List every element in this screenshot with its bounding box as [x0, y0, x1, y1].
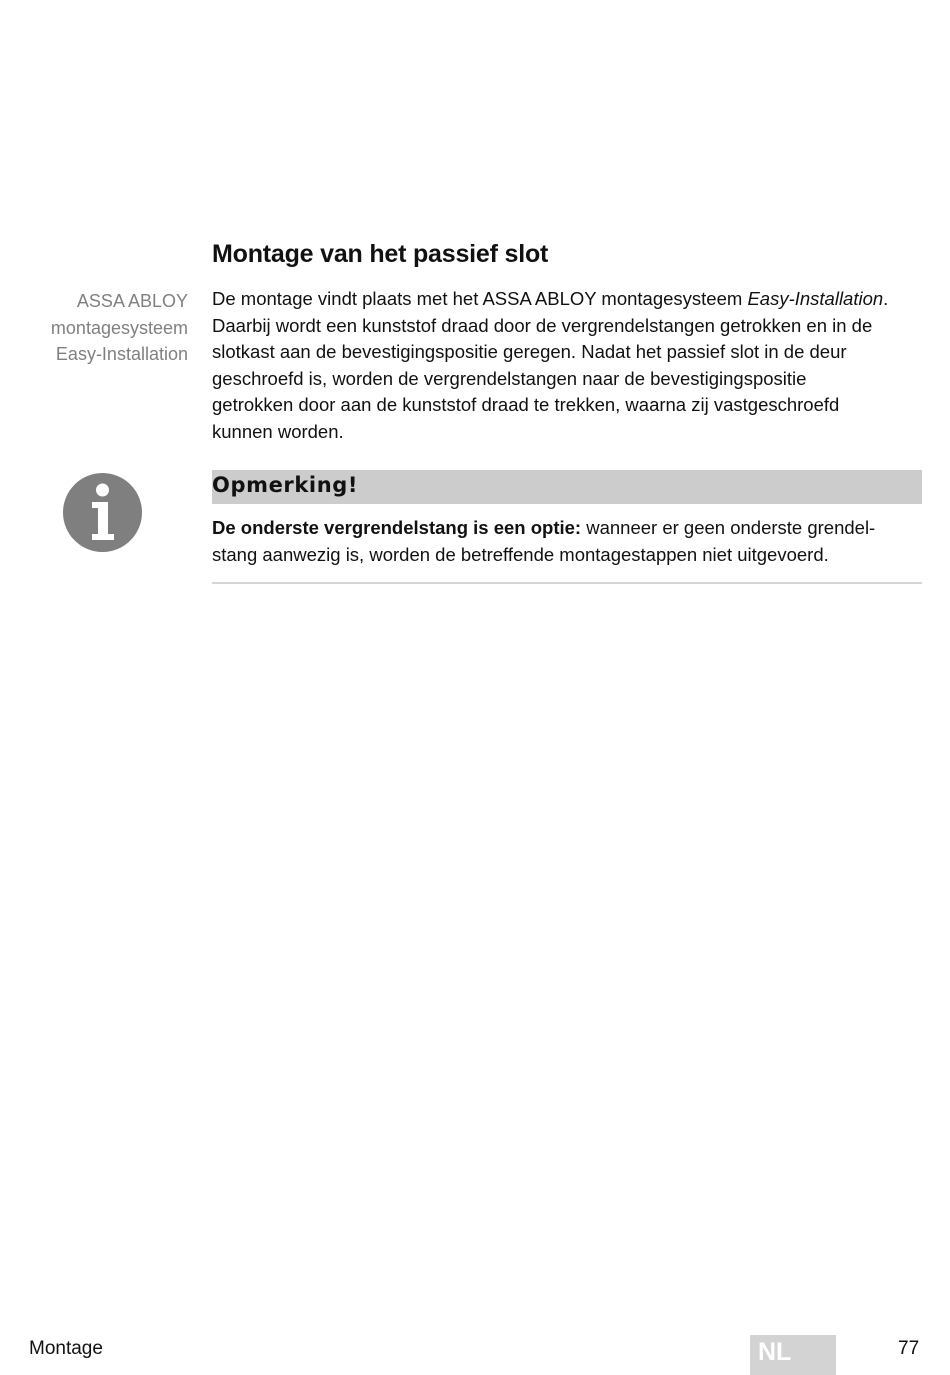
body-line: slotkast aan de bevestigingspositie geregen. Nadat het passief slot in de deur [212, 341, 847, 362]
margin-note-line: Easy-Installation [55, 344, 188, 364]
body-line: getrokken door aan de kunststof draad te trekken, waarna zij vastgeschroefd [212, 394, 840, 415]
body-text-run: . [883, 288, 889, 309]
info-icon [63, 473, 142, 552]
note-title: Opmerking! [212, 473, 359, 497]
margin-note-line: ASSA ABLOY [76, 291, 188, 311]
body-line [212, 286, 927, 313]
language-badge-label: NL [758, 1338, 792, 1366]
body-text-run: De montage vindt plaats met het ASSA ABLOY montagesysteem [212, 288, 748, 309]
note-line: stang aanwezig is, worden de betreffende montagestappen niet uitgevoerd. [212, 543, 829, 565]
body-paragraph [212, 286, 927, 445]
footer-section-name: Montage [29, 1338, 103, 1359]
note-text [212, 515, 927, 568]
margin-note [20, 288, 188, 368]
product-name: Easy-Installation [747, 288, 884, 309]
note-line [212, 515, 927, 542]
body-line: kunnen worden. [212, 420, 344, 442]
page-title: Montage van het passief slot [212, 240, 549, 268]
page-number: 77 [898, 1338, 920, 1359]
note-bold-lead: De onderste vergrendelstang is een optie: [212, 517, 582, 538]
body-line: Daarbij wordt een kunststof draad door de vergrendelstangen getrokken en in de [212, 314, 873, 336]
note-divider [212, 582, 922, 584]
note-text-run: wanneer er geen onderste grendel- [581, 517, 876, 538]
margin-note-line: montagesysteem [50, 317, 188, 338]
language-badge [750, 1335, 836, 1375]
note-header [212, 470, 922, 504]
body-line: geschroefd is, worden de vergrendelstangen naar de bevestigingspositie [212, 367, 807, 389]
